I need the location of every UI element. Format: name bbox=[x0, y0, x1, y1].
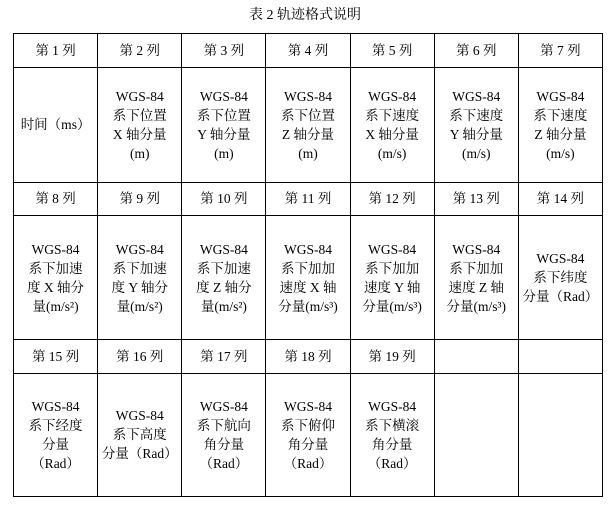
column-number-cell: 第 16 列 bbox=[98, 340, 182, 374]
description-line: 分量（Rad） bbox=[101, 446, 178, 462]
column-number-cell: 第 1 列 bbox=[14, 34, 98, 68]
description-line: X 轴分量 bbox=[112, 126, 167, 142]
description-line: （Rad） bbox=[283, 455, 333, 471]
description-line: (m/s) bbox=[546, 145, 575, 161]
description-line: WGS-84 bbox=[199, 88, 248, 104]
description-line: WGS-84 bbox=[199, 398, 248, 414]
description-line: 角分量 bbox=[371, 436, 413, 452]
description-line: 系下位置 bbox=[196, 107, 251, 123]
description-line: WGS-84 bbox=[283, 241, 332, 257]
column-description-row bbox=[14, 373, 603, 496]
column-description-cell bbox=[266, 67, 350, 182]
description-line: (m/s) bbox=[377, 145, 407, 161]
description-line: 系下速度 bbox=[533, 107, 588, 123]
column-description-cell bbox=[14, 373, 98, 496]
description-line: 量(m/s²) bbox=[32, 298, 79, 314]
description-line: WGS-84 bbox=[368, 241, 417, 257]
column-number-cell: 第 19 列 bbox=[350, 340, 434, 374]
description-line: 速度 X 轴 bbox=[279, 279, 337, 295]
description-line: WGS-84 bbox=[368, 88, 417, 104]
column-description-cell bbox=[182, 216, 266, 340]
description-line: WGS-84 bbox=[536, 88, 585, 104]
description-line: 系下经度 bbox=[28, 417, 83, 433]
column-description-cell bbox=[350, 373, 434, 496]
description-line: 系下位置 bbox=[280, 107, 335, 123]
description-line: WGS-84 bbox=[199, 241, 248, 257]
column-description-cell bbox=[350, 216, 434, 340]
column-number-cell: 第 4 列 bbox=[266, 34, 350, 68]
description-line: 系下加加 bbox=[280, 260, 335, 276]
column-number-cell: 第 14 列 bbox=[518, 182, 602, 216]
description-line: 系下加速 bbox=[28, 260, 83, 276]
column-number-cell: 第 2 列 bbox=[98, 34, 182, 68]
description-line: 角分量 bbox=[203, 436, 245, 452]
description-line: 系下航向 bbox=[196, 417, 251, 433]
column-description-cell bbox=[14, 216, 98, 340]
description-line: 系下位置 bbox=[112, 107, 167, 123]
column-description-cell bbox=[14, 67, 98, 182]
column-description-cell bbox=[518, 216, 602, 340]
description-line: WGS-84 bbox=[115, 88, 164, 104]
column-description-cell bbox=[350, 67, 434, 182]
description-line: （Rad） bbox=[31, 455, 80, 471]
column-number-cell bbox=[518, 340, 602, 374]
column-number-cell: 第 10 列 bbox=[182, 182, 266, 216]
description-line: WGS-84 bbox=[283, 88, 332, 104]
description-line: 速度 Z 轴 bbox=[448, 279, 505, 295]
description-line: 系下高度 bbox=[112, 427, 167, 443]
table-body bbox=[14, 34, 603, 497]
description-line: Y 轴分量 bbox=[449, 126, 503, 142]
column-number-cell: 第 5 列 bbox=[350, 34, 434, 68]
description-line: 系下俯仰 bbox=[280, 417, 335, 433]
column-number-cell: 第 7 列 bbox=[518, 34, 602, 68]
description-line: (m/s) bbox=[462, 145, 491, 161]
description-line: 度 X 轴分 bbox=[27, 279, 85, 295]
description-line: 分量 bbox=[42, 436, 70, 452]
column-description-cell bbox=[434, 216, 518, 340]
column-description-row bbox=[14, 67, 603, 182]
column-description-cell bbox=[266, 373, 350, 496]
table-caption: 表 2 轨迹格式说明 bbox=[249, 8, 361, 23]
description-line: WGS-84 bbox=[536, 251, 585, 267]
description-line: 系下横滚 bbox=[365, 417, 420, 433]
description-line: 量(m/s²) bbox=[116, 298, 163, 314]
column-description-row bbox=[14, 216, 603, 340]
description-line: Z 轴分量 bbox=[534, 126, 587, 142]
column-number-cell: 第 13 列 bbox=[434, 182, 518, 216]
column-number-row bbox=[14, 182, 603, 216]
column-description-cell bbox=[98, 216, 182, 340]
column-number-cell: 第 8 列 bbox=[14, 182, 98, 216]
description-line: (m) bbox=[298, 145, 318, 161]
column-number-cell: 第 15 列 bbox=[14, 340, 98, 374]
column-number-cell: 第 3 列 bbox=[182, 34, 266, 68]
column-description-cell bbox=[518, 373, 602, 496]
description-line: Z 轴分量 bbox=[281, 126, 335, 142]
description-line: 速度 Y 轴 bbox=[363, 279, 421, 295]
description-line: 系下加速 bbox=[196, 260, 251, 276]
column-number-row bbox=[14, 34, 603, 68]
column-description-cell bbox=[98, 67, 182, 182]
column-description-cell bbox=[98, 373, 182, 496]
column-description-cell bbox=[434, 373, 518, 496]
column-number-cell: 第 9 列 bbox=[98, 182, 182, 216]
description-line: 系下纬度 bbox=[533, 270, 588, 286]
description-line: 系下速度 bbox=[365, 107, 420, 123]
description-line: WGS-84 bbox=[31, 241, 80, 257]
description-line: WGS-84 bbox=[452, 241, 501, 257]
column-number-cell: 第 18 列 bbox=[266, 340, 350, 374]
trajectory-format-table bbox=[13, 33, 603, 497]
column-number-row bbox=[14, 340, 603, 374]
description-line: (m) bbox=[214, 145, 234, 161]
description-line: 分量（Rad） bbox=[522, 289, 599, 305]
description-line: (m) bbox=[129, 145, 150, 161]
description-line: WGS-84 bbox=[368, 398, 417, 414]
description-line: 量(m/s²) bbox=[200, 298, 247, 314]
description-line: 度 Y 轴分 bbox=[111, 279, 168, 295]
description-line: 分量(m/s³) bbox=[362, 298, 422, 314]
column-description-cell bbox=[182, 373, 266, 496]
column-description-cell bbox=[266, 216, 350, 340]
description-line: 度 Z 轴分 bbox=[196, 279, 252, 295]
description-line: WGS-84 bbox=[31, 398, 80, 414]
description-line: WGS-84 bbox=[452, 88, 501, 104]
column-description-cell bbox=[182, 67, 266, 182]
description-line: 系下加加 bbox=[365, 260, 420, 276]
description-line: Y 轴分量 bbox=[197, 126, 251, 142]
column-number-cell: 第 6 列 bbox=[434, 34, 518, 68]
description-line: 时间（ms） bbox=[20, 117, 91, 133]
column-number-cell: 第 17 列 bbox=[182, 340, 266, 374]
description-line: WGS-84 bbox=[283, 398, 332, 414]
description-line: 分量(m/s³) bbox=[278, 298, 338, 314]
description-line: X 轴分量 bbox=[365, 126, 419, 142]
column-description-cell bbox=[434, 67, 518, 182]
description-line: WGS-84 bbox=[115, 408, 164, 424]
description-line: 系下速度 bbox=[449, 107, 504, 123]
description-line: 系下加加 bbox=[449, 260, 504, 276]
description-line: WGS-84 bbox=[115, 241, 164, 257]
description-line: 系下加速 bbox=[112, 260, 167, 276]
description-line: （Rad） bbox=[367, 455, 417, 471]
column-number-cell: 第 12 列 bbox=[350, 182, 434, 216]
column-description-cell bbox=[518, 67, 602, 182]
column-number-cell: 第 11 列 bbox=[266, 182, 350, 216]
column-number-cell bbox=[434, 340, 518, 374]
description-line: （Rad） bbox=[199, 455, 249, 471]
description-line: 分量(m/s³) bbox=[446, 298, 507, 314]
description-line: 角分量 bbox=[287, 436, 329, 452]
